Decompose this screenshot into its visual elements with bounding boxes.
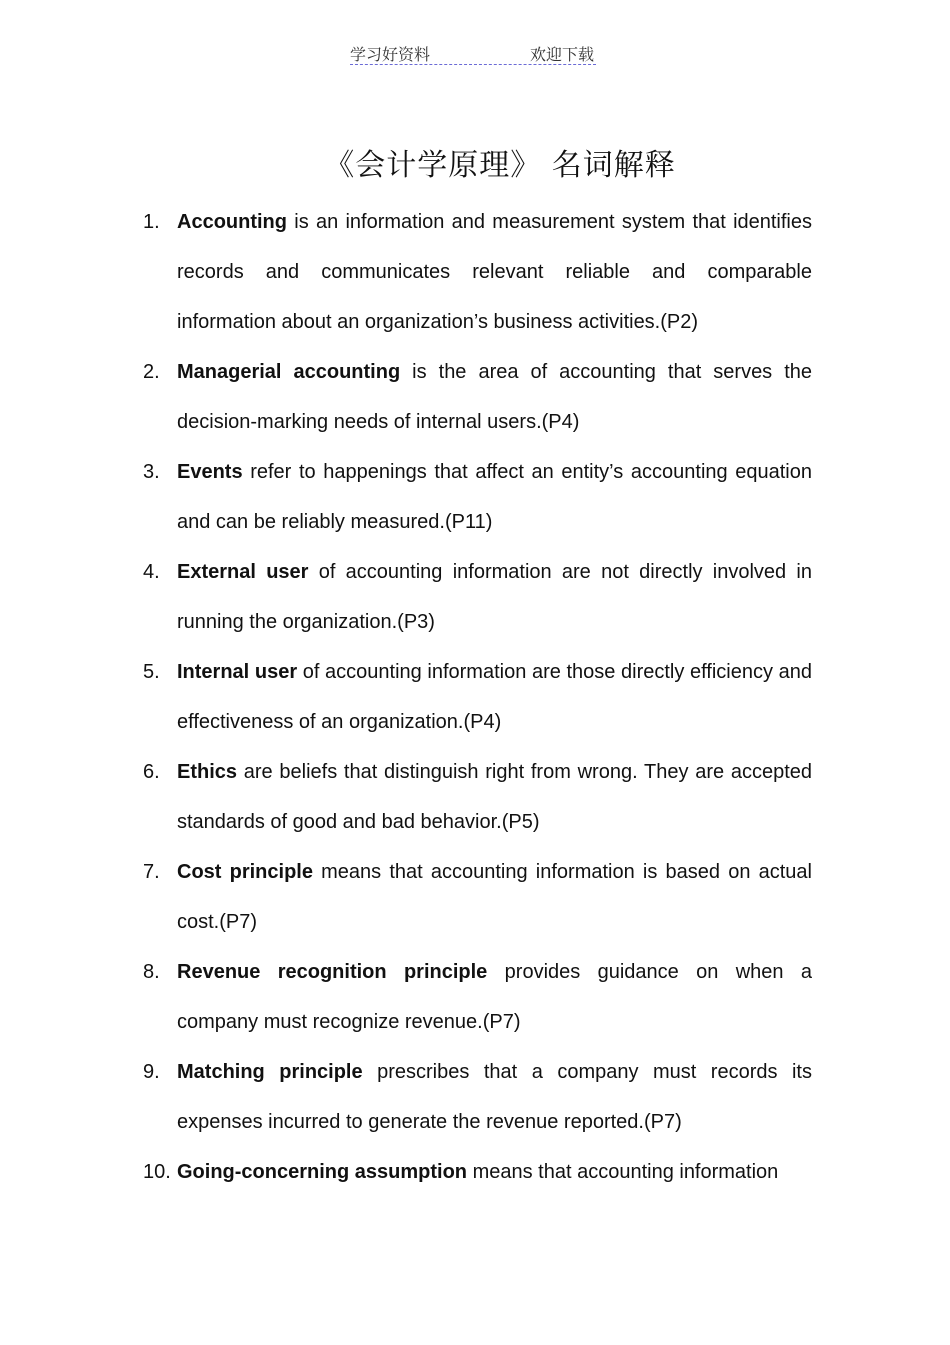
item-number: 4. [143, 561, 160, 583]
item-text: is an information and measurement system that identifies records and communicates relevant reliable and comparable information about an organization’s business activities.(P2) [177, 211, 812, 333]
item-term: Ethics [177, 761, 238, 783]
item-text: is the area of accounting that serves the decision-marking needs of internal users.(P4) [177, 361, 812, 433]
item-number: 1. [143, 211, 160, 233]
definition-item [140, 347, 812, 447]
item-text: of accounting information are those directly efficiency and effectiveness of an organization.(P4) [177, 661, 812, 733]
definition-list [140, 197, 812, 1197]
item-term: Revenue recognition principle [177, 961, 488, 983]
definition-item [140, 847, 812, 947]
item-text: provides guidance on when a company must recognize revenue.(P7) [177, 961, 813, 1033]
item-term: Events [177, 461, 243, 483]
item-number: 6. [143, 761, 160, 783]
item-number: 8. [143, 961, 160, 983]
definition-item [140, 547, 812, 647]
item-number: 7. [143, 861, 160, 883]
item-text: refer to happenings that affect an entity’s accounting equation and can be reliably measured.(P11) [177, 461, 812, 533]
item-term: Matching principle [177, 1061, 363, 1083]
definition-item [140, 1047, 812, 1147]
item-text: of accounting information are not directly involved in running the organization.(P3) [177, 561, 812, 633]
item-number: 3. [143, 461, 160, 483]
item-text: are beliefs that distinguish right from wrong. They are accepted standards of good and bad behavior.(P5) [177, 761, 812, 833]
definition-item [140, 947, 812, 1047]
definition-item [140, 197, 812, 347]
definition-item [140, 747, 812, 847]
item-number: 5. [143, 661, 160, 683]
definition-item [140, 647, 812, 747]
item-number: 9. [143, 1061, 160, 1083]
item-term: Going-concerning assumption [177, 1161, 468, 1183]
item-term: Internal user [177, 661, 298, 683]
definition-item [140, 447, 812, 547]
header-right-text: 欢迎下载 [529, 45, 594, 64]
page-header [350, 42, 596, 65]
definition-item [140, 1147, 812, 1197]
item-term: Accounting [177, 211, 287, 233]
item-term: External user [177, 561, 309, 583]
item-text: means that accounting information [467, 1161, 779, 1183]
item-text: means that accounting information is based on actual cost.(P7) [177, 861, 812, 933]
item-number: 10. [143, 1161, 171, 1183]
item-number: 2. [143, 361, 160, 383]
header-left-text: 学习好资料 [350, 45, 431, 64]
item-term: Cost principle [177, 861, 313, 883]
page-title: 《会计学原理》 名词解释 [324, 148, 676, 183]
item-text: prescribes that a company must records its expenses incurred to generate the revenue reported.(P7) [177, 1061, 812, 1133]
item-term: Managerial accounting [177, 361, 401, 383]
